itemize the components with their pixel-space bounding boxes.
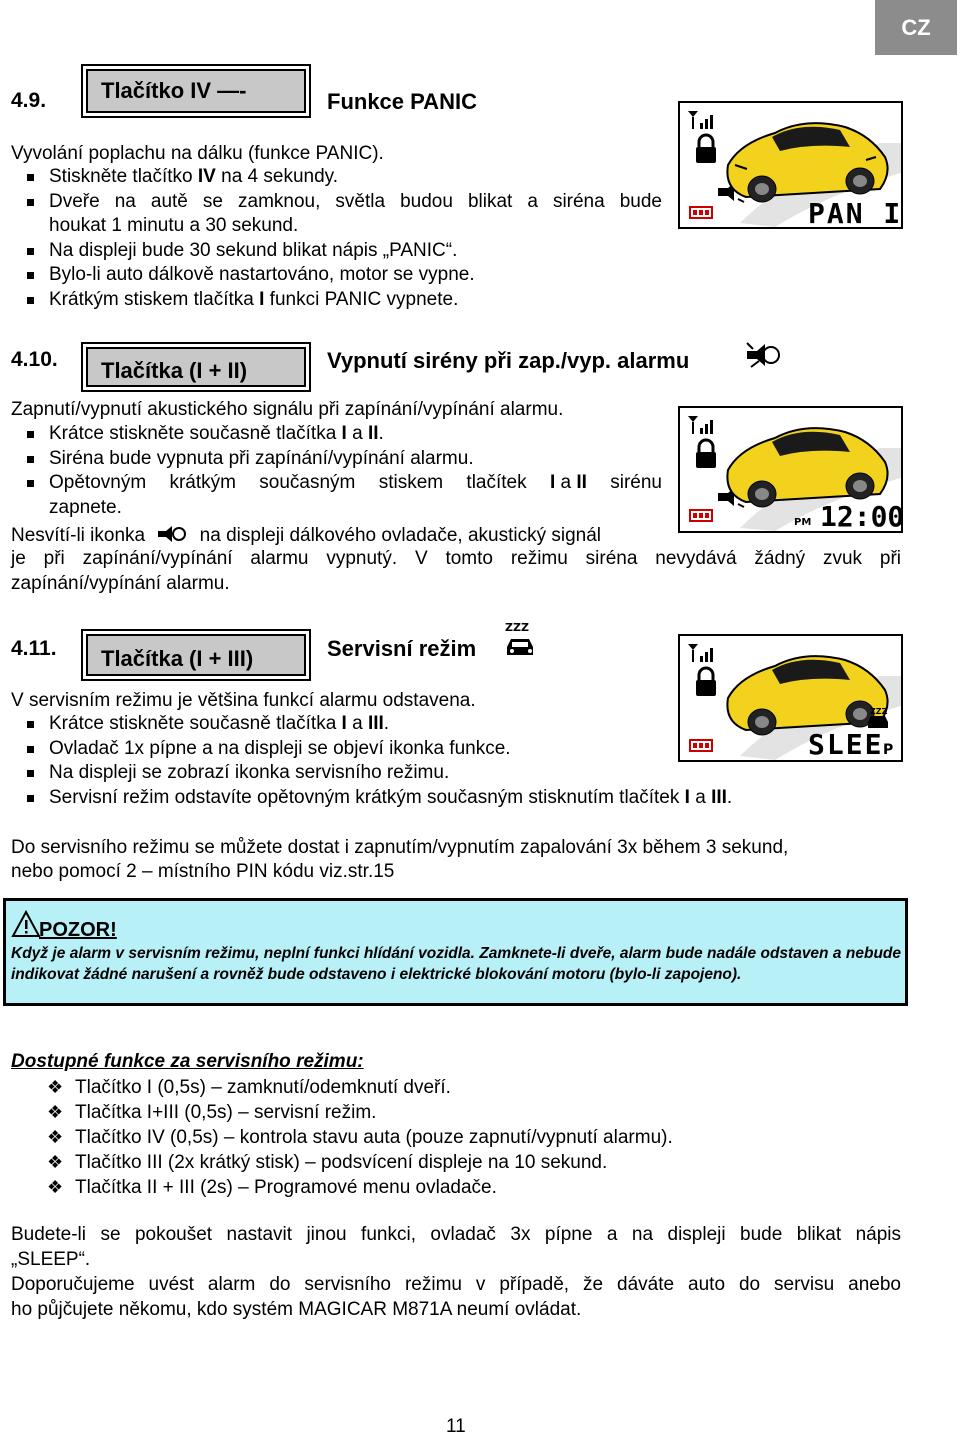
- section-intro: Zapnutí/vypnutí akustického signálu při zapínání/vypínání alarmu.: [11, 399, 564, 420]
- paragraph-line: Budete-li se pokoušet nastavit jinou funkci, ovladač 3x pípne a na displeji bude blikat nápis: [11, 1224, 901, 1245]
- section-number-4-11: 4.11.: [11, 637, 57, 660]
- list-item: ❖ Tlačítko IV (0,5s) – kontrola stavu auta (pouze zapnutí/vypnutí alarmu).: [47, 1127, 673, 1148]
- battery-icon: [690, 510, 712, 521]
- signal-icon: [688, 416, 713, 434]
- paragraph-line: Do servisního režimu se můžete dostat i zapnutím/vypnutím zapalování 3x během 3 sekund,: [11, 837, 789, 858]
- car-illustration: [680, 103, 901, 227]
- siren-steps-list: [11, 422, 662, 520]
- svg-text:ZZZ: ZZZ: [870, 707, 888, 716]
- warning-text: Když je alarm v servisním režimu, neplní funkci hlídání vozidla. Zamknete-li dveře, alarm bude nadále odstaven a nebude indikovat žádné narušení a rovněž bude odstaveno i elektrické blokování motoru (bylo-li zapojeno).: [11, 945, 901, 983]
- car-image: [727, 123, 887, 202]
- list-item: ❖ Tlačítka I+III (0,5s) – servisní režim.: [47, 1102, 377, 1123]
- paragraph-line: Nesvítí-li ikonka na displeji dálkového ovladače, akustický signál: [11, 522, 601, 548]
- zzz-text: ZZZ: [505, 621, 529, 634]
- available-functions-title: Dostupné funkce za servisního režimu:: [11, 1051, 364, 1072]
- list-item: Stiskněte tlačítko IV na 4 sekundy.: [11, 165, 662, 190]
- lock-icon: [696, 440, 716, 468]
- paragraph-line: nebo pomocí 2 – místního PIN kódu viz.str.15: [11, 861, 395, 882]
- section-number-4-9: 4.9.: [11, 89, 47, 112]
- button-label: Tlačítka (I + III): [101, 646, 254, 671]
- lcd-ampm: PM: [794, 517, 812, 528]
- section-title-panic: Funkce PANIC: [327, 89, 477, 114]
- section-intro: Vyvolání poplachu na dálku (funkce PANIC).: [11, 143, 384, 164]
- diamond-bullet-icon: ❖: [47, 1127, 64, 1147]
- language-badge: CZ: [875, 0, 957, 55]
- paragraph-line: Doporučujeme uvést alarm do servisního režimu v případě, že dáváte auto do servisu anebo: [11, 1274, 901, 1295]
- diamond-bullet-icon: ❖: [47, 1177, 64, 1197]
- paragraph-line: „SLEEP“.: [11, 1249, 91, 1270]
- signal-icon: [688, 644, 713, 662]
- list-item: ❖ Tlačítka II + III (2s) – Programové menu ovladače.: [47, 1177, 497, 1198]
- section-title-siren: Vypnutí sirény při zap./vyp. alarmu: [327, 348, 690, 373]
- remote-display-panic: [678, 101, 903, 229]
- service-mode-icon: [503, 619, 539, 659]
- page-number: 11: [446, 1416, 466, 1437]
- lcd-sub-text: P: [883, 742, 894, 758]
- list-item: Krátce stiskněte současně tlačítka I a III.: [11, 712, 871, 737]
- button-label-box-i-ii: [81, 342, 311, 392]
- diamond-bullet-icon: ❖: [47, 1152, 64, 1172]
- siren-icon: [154, 522, 190, 546]
- diamond-bullet-icon: ❖: [47, 1102, 64, 1122]
- available-functions-list: [11, 1075, 891, 1200]
- lcd-text: PAN I: [808, 197, 901, 227]
- button-label: Tlačítka (I + II): [101, 358, 248, 383]
- list-item: ❖ Tlačítko III (2x krátký stisk) – podsvícení displeje na 10 sekund.: [47, 1152, 608, 1173]
- remote-display-clock: [678, 406, 903, 533]
- section-title-service: Servisní režim: [327, 636, 477, 661]
- siren-icon: [743, 339, 785, 371]
- list-item: Dveře na autě se zamknou, světla budou blikat a siréna bude houkat 1 minutu a 30 sekund.: [11, 190, 662, 239]
- remote-display-sleep: [678, 634, 903, 762]
- panic-steps-list: [11, 165, 662, 312]
- list-item: ❖ Tlačítko I (0,5s) – zamknutí/odemknutí dveří.: [47, 1077, 451, 1098]
- signal-icon: [688, 111, 713, 129]
- button-label-box-iv: [81, 64, 311, 118]
- list-item: Siréna bude vypnuta při zapínání/vypínání alarmu.: [11, 447, 662, 472]
- battery-icon: [690, 740, 712, 751]
- paragraph-line: ho půjčujete někomu, kdo systém MAGICAR M871A neumí ovládat.: [11, 1299, 582, 1320]
- list-item: Opětovným krátkým současným stiskem tlačítek I a II sirénu zapnete.: [11, 471, 662, 520]
- section-number-4-10: 4.10.: [11, 348, 58, 371]
- list-item: Ovladač 1x pípne a na displeji se objeví ikonka funkce.: [11, 737, 871, 762]
- button-label: Tlačítko IV —-: [101, 78, 247, 103]
- warning-icon: [11, 910, 41, 938]
- paragraph-line: je při zapínání/vypínání alarmu vypnutý. V tomto režimu siréna nevydává žádný zvuk při: [11, 548, 901, 569]
- list-item: Krátkým stiskem tlačítka I funkci PANIC vypnete.: [11, 288, 662, 313]
- list-item: Na displeji bude 30 sekund blikat nápis „PANIC“.: [11, 239, 662, 264]
- lcd-text: SLEE: [808, 728, 884, 760]
- car-illustration: [680, 408, 901, 531]
- section-intro: V servisním režimu je většina funkcí alarmu odstavena.: [11, 690, 476, 711]
- list-item: Na displeji se zobrazí ikonka servisního režimu.: [11, 761, 871, 786]
- car-image: [727, 656, 887, 735]
- list-item: Servisní režim odstavíte opětovným krátkým současným stisknutím tlačítek I a III.: [11, 786, 871, 811]
- service-mode-icon: [868, 707, 888, 728]
- list-item: Krátce stiskněte současně tlačítka I a II.: [11, 422, 662, 447]
- lock-icon: [696, 668, 716, 696]
- car-image: [727, 428, 887, 507]
- paragraph-line: zapínání/vypínání alarmu.: [11, 573, 230, 594]
- list-item: Bylo-li auto dálkově nastartováno, motor se vypne.: [11, 263, 662, 288]
- battery-icon: [690, 207, 712, 218]
- diamond-bullet-icon: ❖: [47, 1077, 64, 1097]
- lock-icon: [696, 135, 716, 163]
- warning-title: POZOR!: [39, 919, 117, 941]
- button-label-box-i-iii: [81, 629, 311, 681]
- lcd-time: 12:00: [820, 500, 901, 531]
- car-illustration: [680, 636, 901, 760]
